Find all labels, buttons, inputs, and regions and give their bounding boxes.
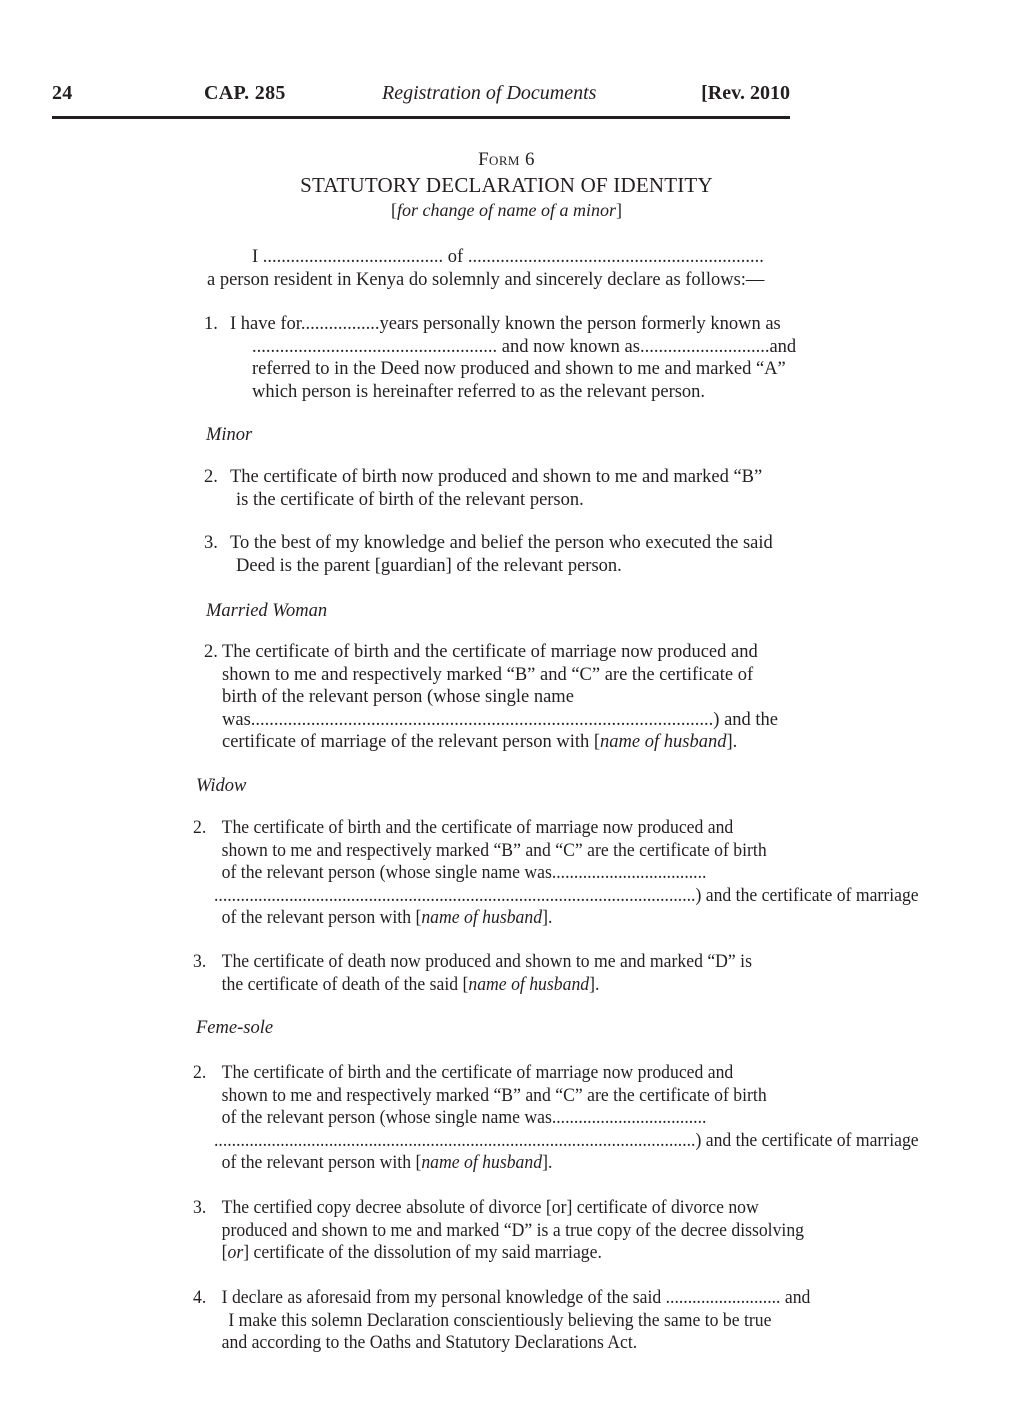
feme-sole-clause-2-line-5-pre: of the relevant person with [ — [221, 1153, 422, 1174]
act-title: Registration of Documents — [382, 82, 597, 104]
minor-clause-3-line-1: To the best of my knowledge and belief the person who executed the said — [230, 533, 773, 553]
widow-clause-3-line-2-pre: the certificate of death of the said [ — [221, 974, 469, 995]
running-head — [52, 82, 790, 112]
minor-clause-2 — [204, 466, 804, 511]
revision-year: [Rev. 2010 — [701, 82, 790, 104]
form-number: Form 6 — [478, 149, 535, 170]
feme-sole-clause-2-line-1: The certificate of birth and the certificate of marriage now produced and — [221, 1063, 734, 1083]
widow-clause-2-line-5-pre: of the relevant person with [ — [221, 908, 422, 929]
widow-clause-3 — [193, 951, 957, 996]
married-woman-clause-2-italic: name of husband — [600, 732, 727, 753]
married-woman-clause-2-text-3: ]. — [726, 732, 738, 753]
subtitle-close-bracket: ] — [615, 200, 622, 220]
minor-clause-2-line-2: is the certificate of birth of the relevant person. — [236, 489, 584, 510]
feme-sole-clause-4-line-3: and according to the Oaths and Statutory Declarations Act. — [221, 1333, 638, 1354]
feme-sole-clause-2-number: 2. — [193, 1063, 207, 1083]
clause-1-line-1: I have for.................years personally known the person formerly known as — [230, 314, 781, 334]
clause-1 — [204, 313, 804, 403]
section-heading-minor: Minor — [206, 425, 253, 445]
widow-clause-2-line-5-italic: name of husband — [421, 908, 543, 929]
chapter-reference: CAP. 285 — [204, 82, 286, 104]
widow-clause-3-line-2-italic: name of husband — [468, 974, 590, 995]
minor-clause-3-line-2: Deed is the parent [guardian] of the relevant person. — [236, 555, 622, 576]
widow-clause-2-line-1: The certificate of birth and the certificate of marriage now produced and — [221, 818, 734, 838]
widow-clause-2-line-4: .............................................................................................................) and the certificate of marriage — [214, 885, 919, 906]
widow-clause-2-number: 2. — [193, 818, 207, 838]
widow-clause-3-line-1: The certificate of death now produced and shown to me and marked “D” is — [221, 952, 752, 972]
page-number: 24 — [52, 82, 73, 104]
married-woman-clause-2 — [204, 641, 792, 754]
preamble-line-1: I ....................................... of ................................................................ — [252, 247, 764, 267]
subtitle-text: for change of name of a minor — [397, 200, 616, 220]
header-rule — [52, 116, 790, 119]
widow-clause-3-number: 3. — [193, 952, 207, 972]
feme-sole-clause-3-text-pre: The certified copy decree absolute of divorce [or] certificate of divorce now produced and shown to me and marked “D” is a true copy of the decree dissolving [ — [221, 1198, 805, 1264]
clause-1-number: 1. — [204, 314, 218, 334]
clause-1-line-3: referred to in the Deed now produced and shown to me and marked “A” — [252, 359, 786, 380]
section-heading-widow: Widow — [196, 776, 247, 796]
section-heading-feme-sole: Feme-sole — [196, 1018, 274, 1038]
feme-sole-clause-3 — [193, 1197, 804, 1265]
feme-sole-clause-2-line-5-post: ]. — [542, 1153, 553, 1174]
minor-clause-3 — [204, 532, 804, 577]
feme-sole-clause-2-line-4: .............................................................................................................) and the certificate of marriage — [214, 1130, 919, 1151]
minor-clause-2-line-1: The certificate of birth now produced and shown to me and marked “B” — [230, 467, 763, 487]
married-woman-clause-2-text-2: ................................................................) and the certificate of marriage of the relevant person with [ — [222, 709, 779, 753]
feme-sole-clause-3-number: 3. — [193, 1198, 207, 1218]
feme-sole-clause-4-line-1: I declare as aforesaid from my personal knowledge of the said .......................... and — [221, 1288, 811, 1308]
minor-clause-3-number: 3. — [204, 533, 218, 553]
feme-sole-clause-2-line-2: shown to me and respectively marked “B” and “C” are the certificate of birth — [221, 1085, 767, 1106]
feme-sole-clause-4 — [193, 1287, 957, 1355]
preamble-line-2: a person resident in Kenya do solemnly and sincerely declare as follows:— — [207, 269, 765, 290]
married-woman-clause-2-text-1: The certificate of birth and the certificate of marriage now produced and shown to me and respectively marked “B” and “C” are the certificate of birth of the relevant person (whose single name was.................................... — [222, 642, 758, 730]
preamble — [207, 246, 807, 291]
widow-clause-2 — [193, 817, 957, 930]
subtitle-open-bracket: [ — [391, 200, 397, 220]
feme-sole-clause-2 — [193, 1062, 957, 1175]
widow-clause-3-line-2-post: ]. — [589, 974, 600, 995]
married-woman-clause-2-number: 2. — [204, 642, 218, 662]
widow-clause-2-line-5-post: ]. — [542, 908, 553, 929]
minor-clause-2-number: 2. — [204, 467, 218, 487]
clause-1-line-4: which person is hereinafter referred to as the relevant person. — [252, 381, 706, 402]
feme-sole-clause-3-italic: or — [227, 1243, 244, 1264]
section-heading-married-woman: Married Woman — [206, 601, 328, 621]
clause-1-line-2: ..................................................... and now known as............................and — [252, 336, 797, 357]
feme-sole-clause-2-line-3: of the relevant person (whose single name was................................... — [221, 1108, 707, 1129]
feme-sole-clause-3-text-post: ] certificate of the dissolution of my said marriage. — [243, 1243, 602, 1264]
feme-sole-clause-4-line-2: I make this solemn Declaration conscientiously believing the same to be true — [228, 1310, 772, 1331]
feme-sole-clause-4-number: 4. — [193, 1288, 207, 1308]
widow-clause-2-line-3: of the relevant person (whose single name was................................... — [221, 863, 707, 884]
widow-clause-2-line-2: shown to me and respectively marked “B” and “C” are the certificate of birth — [221, 840, 767, 861]
form-title: STATUTORY DECLARATION OF IDENTITY — [300, 173, 713, 197]
feme-sole-clause-2-line-5-italic: name of husband — [421, 1153, 543, 1174]
form-subtitle — [0, 200, 1013, 221]
